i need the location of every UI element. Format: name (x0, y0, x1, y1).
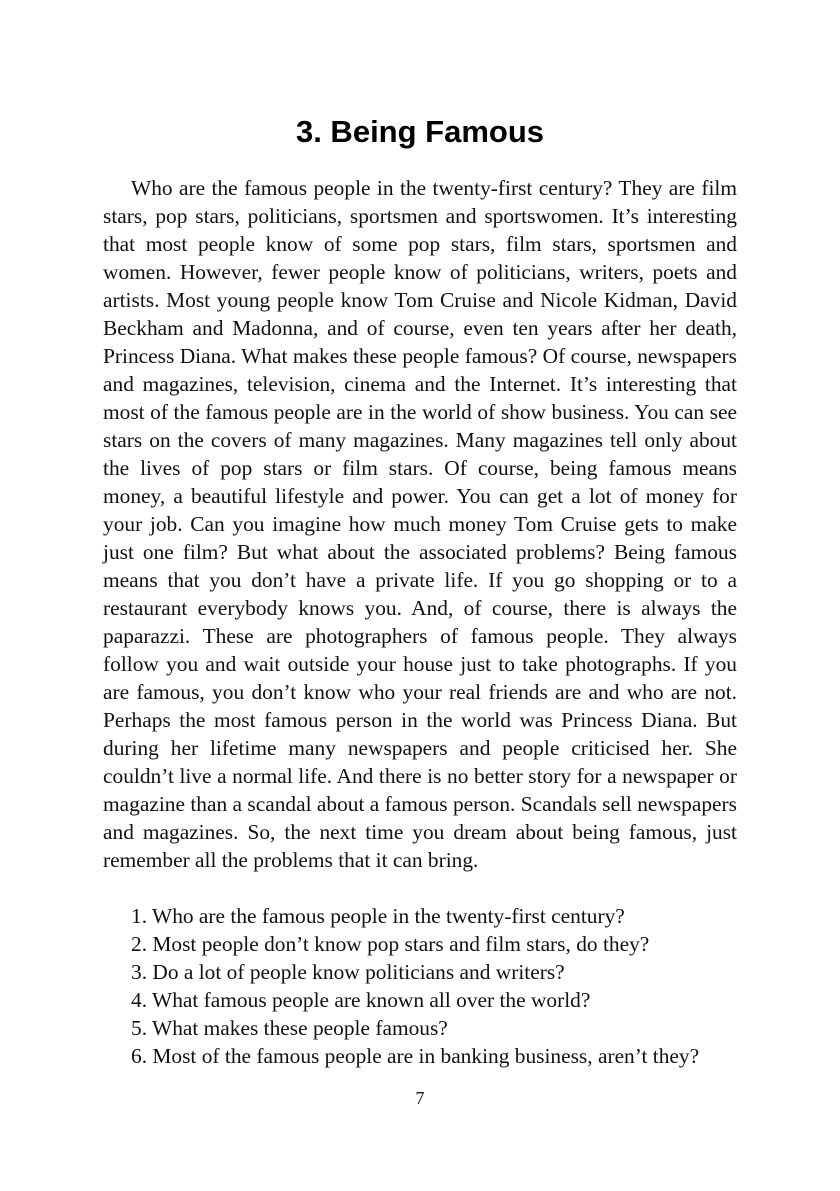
question-item: 1. Who are the famous people in the twenty-first century? (131, 904, 625, 928)
page-number: 7 (415, 1088, 425, 1108)
question-item: 3. Do a lot of people know politicians and writers? (131, 960, 565, 984)
page-title: 3. Being Famous (295, 114, 545, 149)
comprehension-questions-list (131, 902, 751, 1070)
reading-passage: Who are the famous people in the twenty-first century? They are film stars, pop stars, politicians, sportsmen and sportswomen. It’s interesting that most people know of some pop stars, film stars, sportsmen and women. However, fewer people know of politicians, writers, poets and artists. Most young people know Tom Cruise and Nicole Kidman, David Beckham and Madonna, and of course, even ten years after her death, Princess Diana. What makes these people famous? Of course, newspapers and magazines, television, cinema and the Internet. It’s interesting that most of the famous people are in the world of show business. You can see stars on the covers of many magazines. Many magazines tell only about the lives of pop stars or film stars. Of course, being famous means money, a beautiful lifestyle and power. You can get a lot of money for your job. Can you imagine how much money Tom Cruise gets to make just one film? But what about the associated problems? Being famous means that you don’t have a private life. If you go shopping or to a restaurant everybody knows you. And, of course, there is always the paparazzi. These are photographers of famous people. They always follow you and wait outside your house just to take photographs. If you are famous, you don’t know who your real friends are and who are not. Perhaps the most famous person in the world was Princess Diana. But during her lifetime many newspapers and people criticised her. She couldn’t live a normal life. And there is no better story for a newspaper or magazine than a scandal about a famous person. Scandals sell newspapers and magazines. So, the next time you dream about being famous, just remember all the problems that it can bring. (103, 176, 737, 872)
question-item: 6. Most of the famous people are in banking business, aren’t they? (131, 1044, 700, 1068)
question-item: 2. Most people don’t know pop stars and film stars, do they? (131, 932, 650, 956)
question-item: 5. What makes these people famous? (131, 1016, 448, 1040)
question-item: 4. What famous people are known all over the world? (131, 988, 591, 1012)
